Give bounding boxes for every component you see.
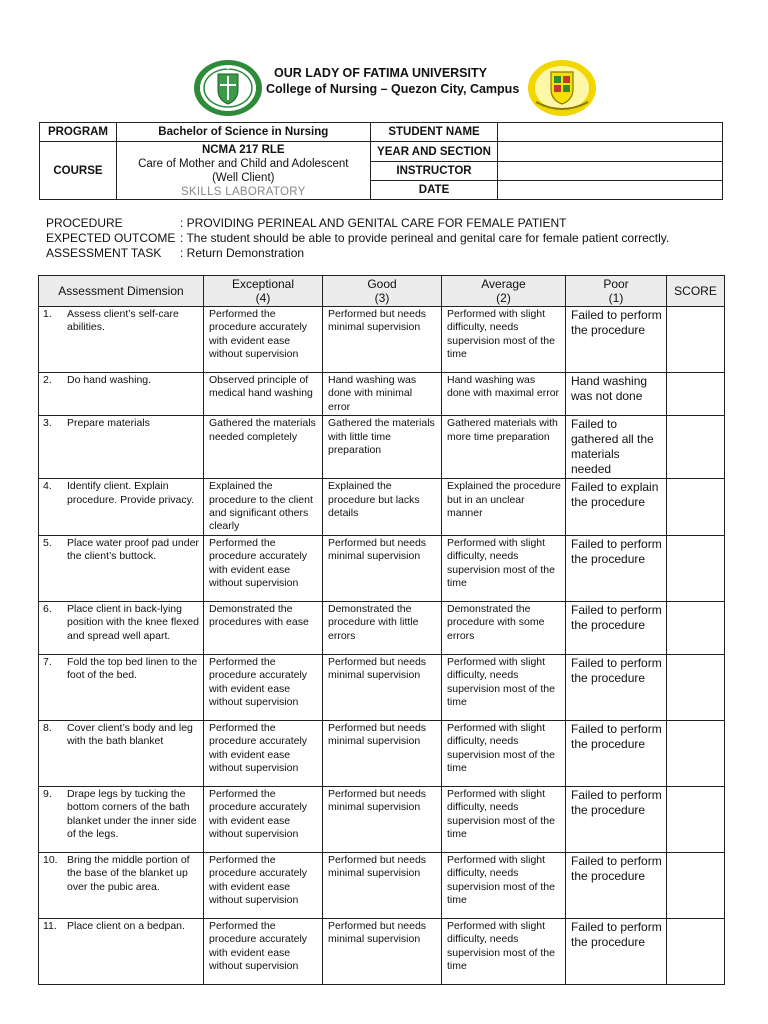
header-good xyxy=(323,276,442,307)
dimension-cell xyxy=(39,535,204,601)
good-cell: Performed but needs minimal supervision xyxy=(323,852,442,918)
dimension-text: Do hand washing. xyxy=(67,374,152,386)
procedure-label: PROCEDURE xyxy=(46,216,123,230)
dimension-cell xyxy=(39,373,204,416)
expected-outcome-value: : The student should be able to provide perineal and genital care for female patient correctly. xyxy=(180,231,670,245)
course-label: COURSE xyxy=(40,142,117,200)
rubric-row xyxy=(39,479,725,536)
assessment-task-value: : Return Demonstration xyxy=(180,246,305,260)
exceptional-cell: Observed principle of medical hand washing xyxy=(204,373,323,416)
exceptional-cell: Demonstrated the procedures with ease xyxy=(204,601,323,654)
dimension-number: 2. xyxy=(43,374,52,386)
average-cell: Gathered materials with more time preparation xyxy=(442,416,566,479)
student-name-label: STUDENT NAME xyxy=(370,123,498,142)
rubric-row xyxy=(39,601,725,654)
dimension-number: 3. xyxy=(43,417,52,430)
rubric-row xyxy=(39,535,725,601)
dimension-text: Drape legs by tucking the bottom corners of the bath blanket under the inner side of the legs. xyxy=(67,787,197,841)
dimension-text: Place water proof pad under the client’s buttock. xyxy=(67,536,199,563)
exceptional-cell: Performed the procedure accurately with evident ease without supervision xyxy=(204,307,323,373)
poor-cell: Failed to perform the procedure xyxy=(566,654,667,720)
header-assessment-dimension: Assessment Dimension xyxy=(39,276,204,307)
expected-outcome-label: EXPECTED OUTCOME xyxy=(46,231,176,245)
score-cell[interactable] xyxy=(667,535,725,601)
poor-cell: Hand washing was not done xyxy=(566,373,667,416)
dimension-text: Fold the top bed linen to the foot of the bed. xyxy=(67,655,198,682)
header-average-label: Average xyxy=(481,277,526,291)
score-cell[interactable] xyxy=(667,601,725,654)
score-cell[interactable] xyxy=(667,307,725,373)
poor-cell: Failed to explain the procedure xyxy=(566,479,667,536)
poor-cell: Failed to perform the procedure xyxy=(566,601,667,654)
exceptional-cell: Performed the procedure accurately with evident ease without supervision xyxy=(204,535,323,601)
good-cell: Performed but needs minimal supervision xyxy=(323,786,442,852)
dimension-cell xyxy=(39,601,204,654)
course-cell xyxy=(116,142,370,200)
dimension-cell xyxy=(39,918,204,984)
student-name-field[interactable] xyxy=(498,123,723,142)
dimension-number: 6. xyxy=(43,602,52,615)
score-cell[interactable] xyxy=(667,654,725,720)
rubric-row xyxy=(39,852,725,918)
dimension-text: Assess client’s self-care abilities. xyxy=(67,308,179,334)
dimension-number: 11. xyxy=(43,919,57,932)
rubric-row xyxy=(39,307,725,373)
exceptional-cell: Gathered the materials needed completely xyxy=(204,416,323,479)
rubric-row xyxy=(39,720,725,786)
good-cell: Gathered the materials with little time preparation xyxy=(323,416,442,479)
dimension-number: 10. xyxy=(43,853,58,866)
dimension-text: Identify client. Explain procedure. Provide privacy. xyxy=(67,480,195,506)
header-exceptional-points: (4) xyxy=(255,291,271,305)
header-poor xyxy=(566,276,667,307)
program-label: PROGRAM xyxy=(40,123,117,142)
exceptional-cell: Performed the procedure accurately with evident ease without supervision xyxy=(204,918,323,984)
dimension-cell xyxy=(39,654,204,720)
procedure-value: : PROVIDING PERINEAL AND GENITAL CARE FOR FEMALE PATIENT xyxy=(180,216,567,230)
average-cell: Performed with slight difficulty, needs supervision most of the time xyxy=(442,307,566,373)
dimension-number: 5. xyxy=(43,536,52,549)
exceptional-cell: Performed the procedure accurately with evident ease without supervision xyxy=(204,654,323,720)
score-cell[interactable] xyxy=(667,479,725,536)
rubric-table xyxy=(38,275,725,985)
good-cell: Performed but needs minimal supervision xyxy=(323,654,442,720)
average-cell: Performed with slight difficulty, needs supervision most of the time xyxy=(442,786,566,852)
student-info-table xyxy=(39,122,723,200)
header-good-label: Good xyxy=(367,277,397,291)
date-field[interactable] xyxy=(498,181,723,200)
course-subtitle: SKILLS LABORATORY xyxy=(180,185,306,198)
average-cell: Performed with slight difficulty, needs supervision most of the time xyxy=(442,720,566,786)
header-average xyxy=(442,276,566,307)
dimension-text: Bring the middle portion of the base of the blanket up over the pubic area. xyxy=(67,853,190,893)
exceptional-cell: Performed the procedure accurately with evident ease without supervision xyxy=(204,786,323,852)
dimension-number: 9. xyxy=(43,787,52,800)
dimension-cell xyxy=(39,786,204,852)
course-title: Care of Mother and Child and Adolescent (Well Client) xyxy=(138,157,349,184)
average-cell: Performed with slight difficulty, needs supervision most of the time xyxy=(442,852,566,918)
average-cell: Explained the procedure but in an unclear manner xyxy=(442,479,566,536)
score-cell[interactable] xyxy=(667,918,725,984)
dimension-cell xyxy=(39,307,204,373)
university-seal-icon xyxy=(192,58,264,118)
average-cell: Performed with slight difficulty, needs supervision most of the time xyxy=(442,535,566,601)
poor-cell: Failed to perform the procedure xyxy=(566,720,667,786)
course-code: NCMA 217 RLE xyxy=(201,143,285,156)
score-cell[interactable] xyxy=(667,720,725,786)
university-name: OUR LADY OF FATIMA UNIVERSITY xyxy=(274,66,487,80)
good-cell: Demonstrated the procedure with little errors xyxy=(323,601,442,654)
dimension-number: 1. xyxy=(43,308,52,320)
good-cell: Performed but needs minimal supervision xyxy=(323,918,442,984)
exceptional-cell: Performed the procedure accurately with evident ease without supervision xyxy=(204,852,323,918)
dimension-number: 4. xyxy=(43,480,52,493)
score-cell[interactable] xyxy=(667,852,725,918)
assessment-task-label: ASSESSMENT TASK xyxy=(46,246,162,260)
exceptional-cell: Performed the procedure accurately with evident ease without supervision xyxy=(204,720,323,786)
average-cell: Demonstrated the procedure with some errors xyxy=(442,601,566,654)
poor-cell: Failed to perform the procedure xyxy=(566,307,667,373)
average-cell: Performed with slight difficulty, needs supervision most of the time xyxy=(442,654,566,720)
procedure-block xyxy=(46,216,669,261)
rubric-row xyxy=(39,373,725,416)
score-cell[interactable] xyxy=(667,373,725,416)
score-cell[interactable] xyxy=(667,416,725,479)
college-seal-icon xyxy=(526,58,598,118)
dimension-number: 7. xyxy=(43,655,52,668)
dimension-number: 8. xyxy=(43,721,52,734)
good-cell: Explained the procedure but lacks details xyxy=(323,479,442,536)
header-poor-points: (1) xyxy=(608,291,624,305)
good-cell: Performed but needs minimal supervision xyxy=(323,307,442,373)
poor-cell: Failed to perform the procedure xyxy=(566,535,667,601)
score-cell[interactable] xyxy=(667,786,725,852)
dimension-cell xyxy=(39,720,204,786)
poor-cell: Failed to perform the procedure xyxy=(566,852,667,918)
header-score: SCORE xyxy=(667,276,725,307)
good-cell: Performed but needs minimal supervision xyxy=(323,535,442,601)
dimension-text: Place client in back-lying position with the knee flexed and spread well apart. xyxy=(67,602,199,642)
good-cell: Performed but needs minimal supervision xyxy=(323,720,442,786)
document-header xyxy=(0,58,768,118)
instructor-field[interactable] xyxy=(498,162,723,181)
dimension-text: Place client on a bedpan. xyxy=(67,919,185,932)
date-label: DATE xyxy=(370,181,498,200)
header-good-points: (3) xyxy=(374,291,390,305)
program-value: Bachelor of Science in Nursing xyxy=(116,123,370,142)
rubric-row xyxy=(39,786,725,852)
year-section-field[interactable] xyxy=(498,142,723,162)
poor-cell: Failed to perform the procedure xyxy=(566,918,667,984)
header-exceptional xyxy=(204,276,323,307)
dimension-text: Cover client’s body and leg with the bath blanket xyxy=(67,721,193,748)
instructor-label: INSTRUCTOR xyxy=(370,162,498,181)
header-exceptional-label: Exceptional xyxy=(231,277,295,291)
header-average-points: (2) xyxy=(496,291,511,305)
poor-cell: Failed to gathered all the materials needed xyxy=(566,416,667,479)
rubric-row xyxy=(39,918,725,984)
poor-cell: Failed to perform the procedure xyxy=(566,786,667,852)
dimension-cell xyxy=(39,852,204,918)
good-cell: Hand washing was done with minimal error xyxy=(323,373,442,416)
rubric-row xyxy=(39,654,725,720)
college-name: College of Nursing – Quezon City, Campus xyxy=(266,82,520,96)
average-cell: Hand washing was done with maximal error xyxy=(442,373,566,416)
year-section-label: YEAR AND SECTION xyxy=(370,142,498,162)
average-cell: Performed with slight difficulty, needs supervision most of the time xyxy=(442,918,566,984)
dimension-text: Prepare materials xyxy=(67,417,150,430)
rubric-row xyxy=(39,416,725,479)
dimension-cell xyxy=(39,479,204,536)
dimension-cell xyxy=(39,416,204,479)
header-poor-label: Poor xyxy=(603,277,629,291)
exceptional-cell: Explained the procedure to the client and significant others clearly xyxy=(204,479,323,536)
